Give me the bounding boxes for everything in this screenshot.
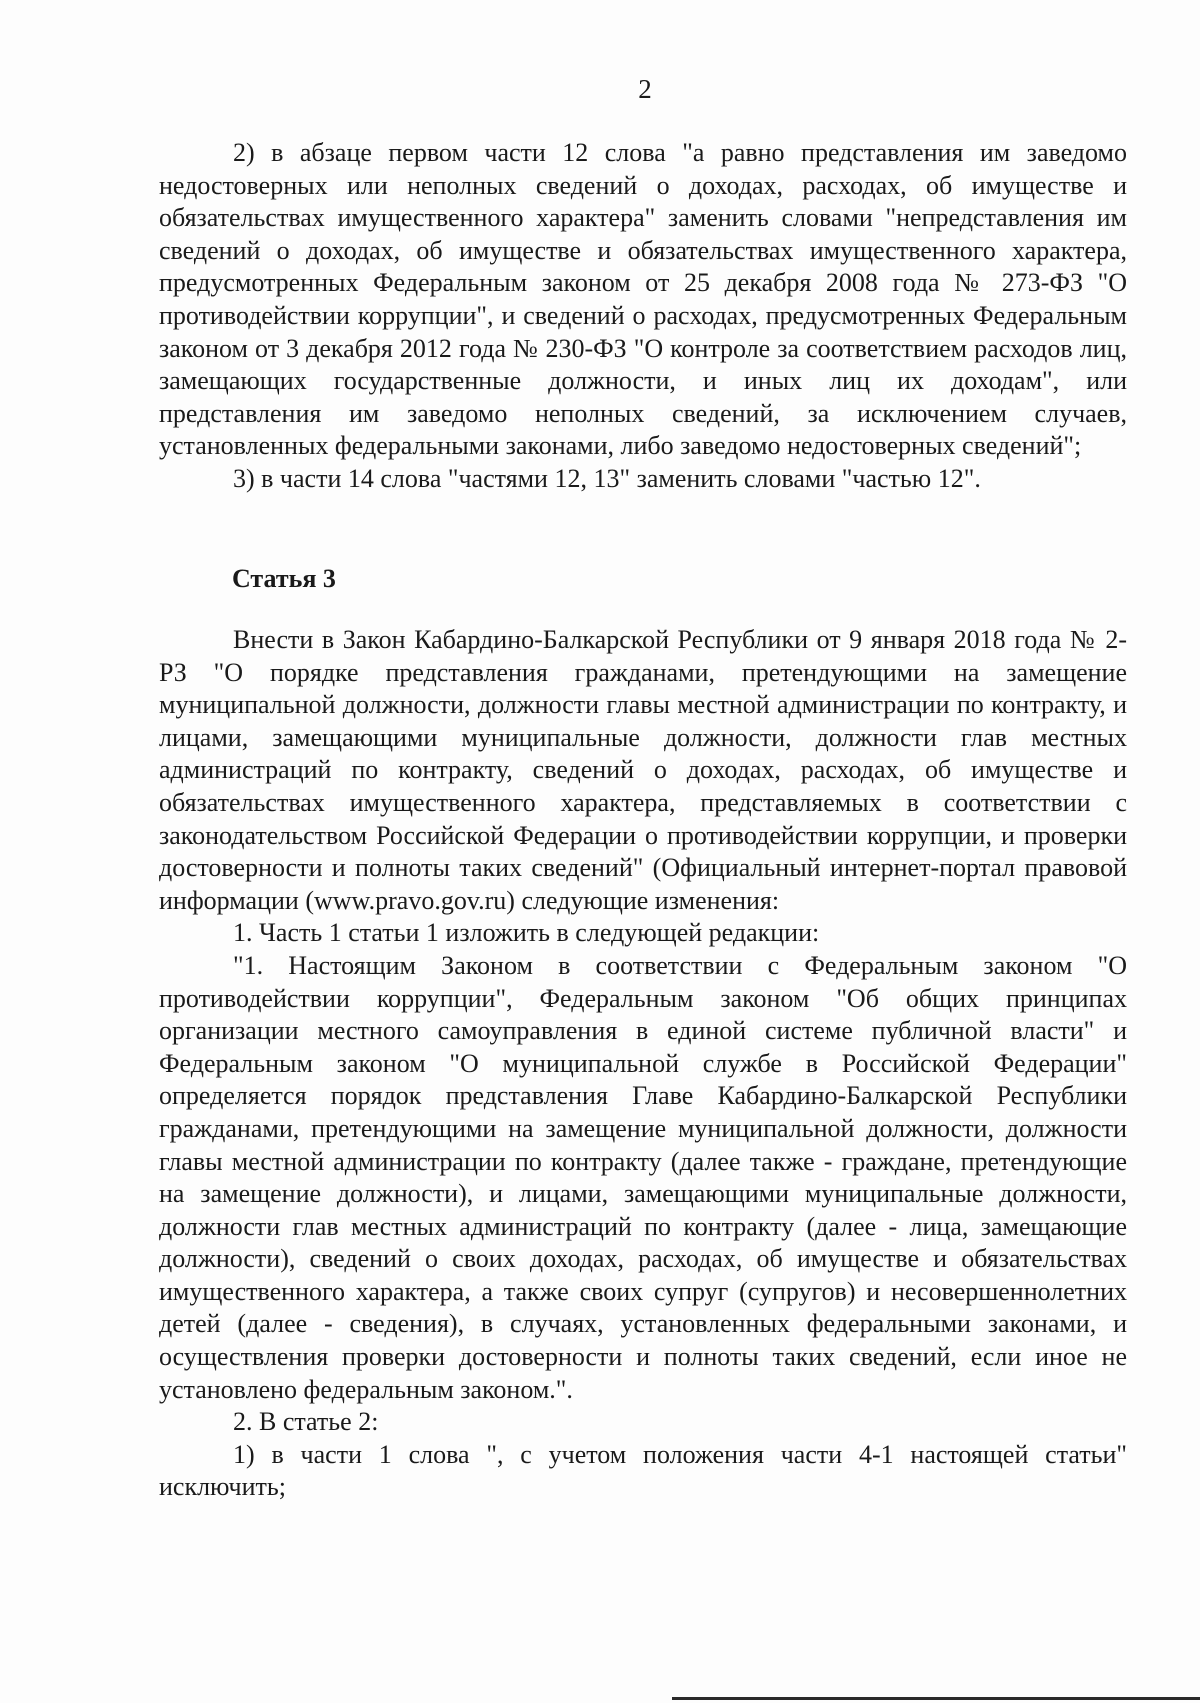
amendment-text-section	[159, 137, 1127, 496]
scan-edge-line	[672, 1697, 1200, 1700]
paragraph-item-2: 2) в абзаце первом части 12 слова "а равно представления им заведомо недостоверных или неполных сведений о доходах, расходах, об имуществе и обязательствах имущественного характера" заменить словами "непредставления им сведений о доходах, об имуществе и обязательствах имущественного характера, предусмотренных Федеральным законом от 25 декабря 2008 года № 273-ФЗ "О противодействии коррупции", и сведений о расходах, предусмотренных Федеральным законом от 3 декабря 2012 года № 230-ФЗ "О контроле за соответствием расходов лиц, замещающих государственные должности, и иных лиц их доходам", или представления им заведомо неполных сведений, за исключением случаев, установленных федеральными законами, либо заведомо недостоверных сведений";	[159, 138, 1127, 461]
article-heading: Статья 3	[232, 564, 336, 593]
paragraph-item-3: 3) в части 14 слова "частями 12, 13" заменить словами "частью 12".	[233, 463, 981, 493]
item-1-title: 1. Часть 1 статьи 1 изложить в следующей редакции:	[233, 918, 820, 948]
item-2-title: 2. В статье 2:	[233, 1407, 379, 1437]
article-body	[159, 624, 1127, 1504]
page-number: 2	[638, 74, 652, 104]
item-1-text: "1. Настоящим Законом в соответствии с Федеральным законом "О противодействии коррупции", Федеральным законом "Об общих принципах организации местного самоуправления в единой системе публичной власти" и Федеральным законом "О муниципальной службе в Российской Федерации" определяется порядок представления Главе Кабардино-Балкарской Республики гражданами, претендующими на замещение муниципальной должности, должности главы местной администрации по контракту (далее также - граждане, претендующие на замещение должности), и лицами, замещающими муниципальные должности, должности глав местных администраций по контракту (далее - лица, замещающие должности), сведений о своих доходах, расходах, об имуществе и обязательствах имущественного характера, а также своих супруг (супругов) и несовершеннолетних детей (далее - сведения), в случаях, установленных федеральными законами, и осуществления проверки достоверности и полноты таких сведений, если иное не установлено федеральным законом.".	[159, 950, 1127, 1404]
item-2-subitem-1: 1) в части 1 слова ", с учетом положения части 4-1 настоящей статьи" исключить;	[159, 1439, 1127, 1502]
article-intro-paragraph: Внести в Закон Кабардино-Балкарской Республики от 9 января 2018 года № 2-РЗ "О порядке представления гражданами, претендующими на замещение муниципальной должности, должности главы местной администрации по контракту, и лицами, замещающими муниципальные должности, должности глав местных администраций по контракту, сведений о доходах, расходах, об имуществе и обязательствах имущественного характера, представляемых в соответствии с законодательством Российской Федерации о противодействии коррупции, и проверки достоверности и полноты таких сведений" (Официальный интернет-портал правовой информации (www.pravo.gov.ru) следующие изменения:	[159, 625, 1127, 915]
